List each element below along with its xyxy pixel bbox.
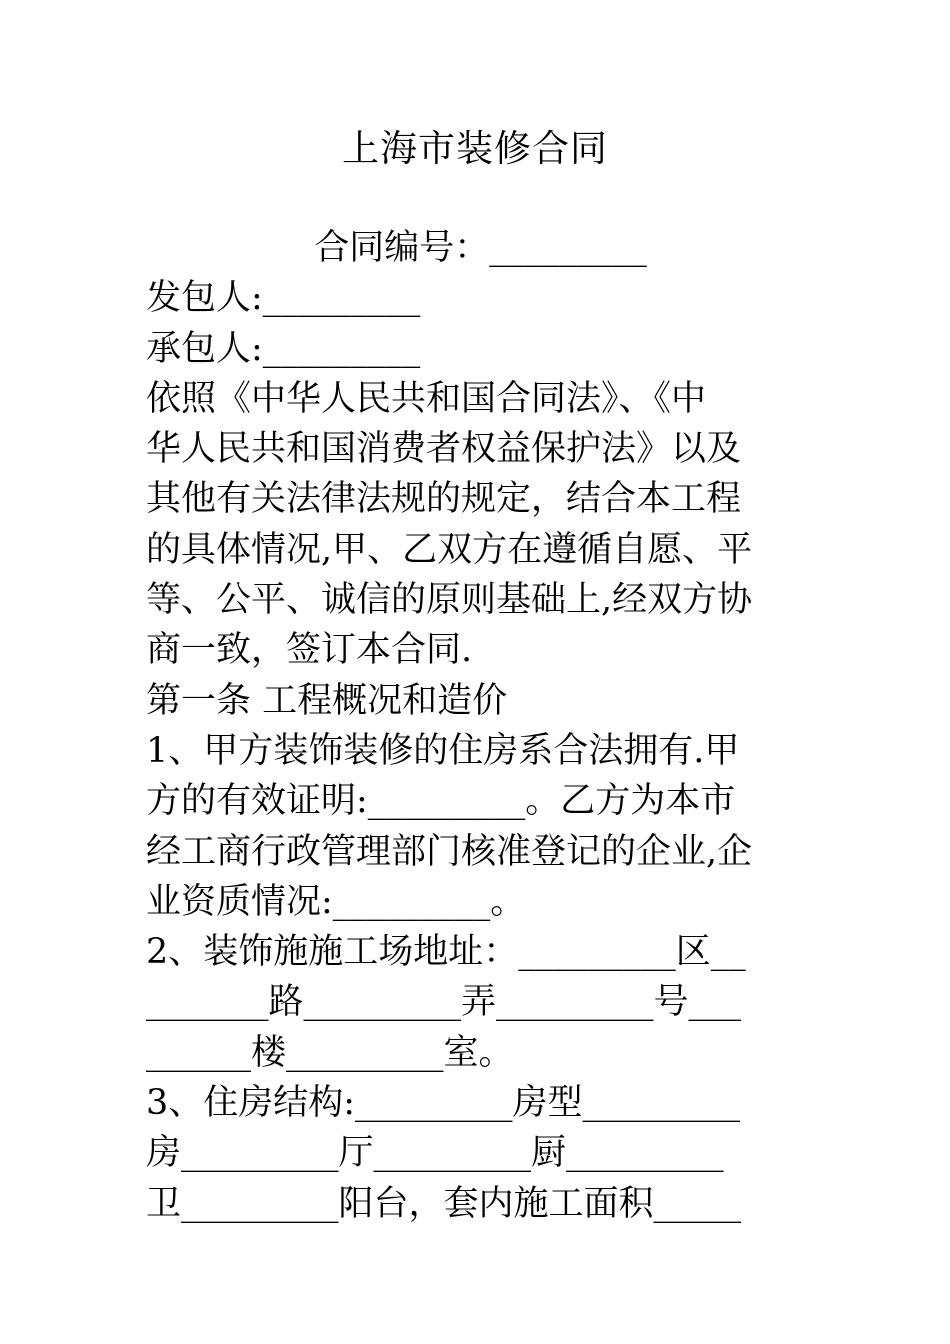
preamble-line-1: 依照《中华人民共和国合同法》、《中 <box>146 378 707 419</box>
clause-3-line-2: 房_________厅_________厨_________ <box>146 1133 724 1174</box>
clause-1-line-1: 1、甲方装饰装修的住房系合法拥有.甲 <box>146 730 740 771</box>
article-1-heading: 第一条 工程概况和造价 <box>146 680 508 721</box>
preamble-line-2: 华人民共和国消费者权益保护法》以及 <box>146 429 742 470</box>
document-title: 上海市装修合同 <box>342 127 608 170</box>
clause-1-line-3: 经工商行政管理部门核准登记的企业,企 <box>146 831 753 872</box>
preamble-line-4: 的具体情况,甲、乙双方在遵循自愿、平 <box>146 529 753 570</box>
document-body <box>146 223 811 1229</box>
clause-3-line-3: 卫_________阳台，套内施工面积_____ <box>146 1183 742 1224</box>
preamble-line-3: 其他有关法律法规的规定，结合本工程 <box>146 479 742 520</box>
contractor-line: 承包人:_________ <box>146 328 421 369</box>
employer-line: 发包人:_________ <box>146 278 421 319</box>
preamble-line-5: 等、公平、诚信的原则基础上,经双方协 <box>146 580 753 621</box>
clause-1-line-2: 方的有效证明:_________。乙方为本市 <box>146 781 736 822</box>
preamble-line-6: 商一致，签订本合同. <box>146 630 473 671</box>
clause-1-line-4: 业资质情况:_________。 <box>146 881 526 922</box>
clause-2-line-2: _______路_________弄_________号___ <box>146 982 742 1023</box>
clause-2-line-3: ______楼_________室。 <box>146 1032 514 1073</box>
clause-3-line-1: 3、住房结构:_________房型_________ <box>146 1083 741 1124</box>
clause-2-line-1: 2、装饰施施工场地址：_________区__ <box>146 932 746 973</box>
contract-number-line: 合同编号：_________ <box>314 228 647 268</box>
